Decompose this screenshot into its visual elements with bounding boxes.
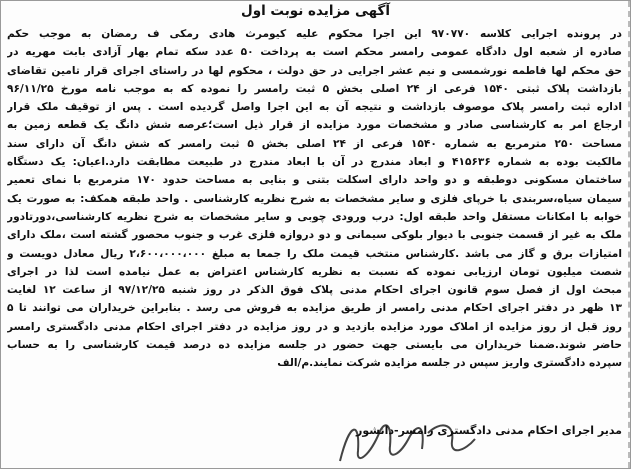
notice-title: آگهی مزایده نوبت اول bbox=[241, 3, 390, 19]
notice-line: در پرونده اجرایی کلاسه ۹۷۰۷۷۰ این اجرا محکوم علیه کیومرث هادی رمکی ف رمضان به موجب حکم bbox=[7, 28, 622, 40]
notice-line: امتیازات برق و گاز می باشد .کارشناس منتخب قیمت ملک را جمعا به مبلغ ۲،۶۰۰،۰۰۰،۰۰۰ ریال معادل دویست و bbox=[7, 247, 622, 260]
notice-line: اداره ثبت رامسر پلاک موصوف بازداشت و نتیجه آن به این اجرا واصل گردیده است . پس از توقیف ملک قرار bbox=[7, 101, 622, 114]
notice-line: ۱۳ ظهر در دفتر اجرای احکام مدنی رامسر از طریق مزایده به فروش می رسد . بنابراین خریداران می توانند تا ۵ bbox=[7, 302, 622, 315]
notice-line: مبحث اول از فصل سوم قانون اجرای احکام مدنی پلاک فوق الذکر در روز شنبه ۹۷/۱۲/۲۵ از ساعت ۱۲ لغایت bbox=[7, 284, 622, 297]
notice-line: صادره از شعبه اول دادگاه عمومی رامسر محکم است به پرداخت ۵۰ عدد سکه تمام بهار آزادی بابت مهریه در bbox=[7, 46, 622, 59]
notice-signatory: مدیر اجرای احکام مدنی دادگستری رامسر-دانشور bbox=[356, 424, 622, 437]
notice-line: حق محکم لها فاطمه نورشمسی و نیم عشر اجرایی در حق دولت ، محکوم لها در راستای اجرای قرار تامین تقاضای bbox=[7, 64, 622, 77]
notice-line: سیمان سیاه،سربندی با خرپای فلزی و سایر مشخصات به شرح نظریه کارشناسی . واحد طبقه همکف: به صورت یک bbox=[7, 192, 622, 205]
notice-line: ساختمان مسکونی دوطبقه و دو واحد دارای اسکلت بتنی و بنایی به مساحت حدود ۱۷۰ مترمربع با نمای تعمیر bbox=[7, 174, 622, 187]
notice-line: روز قبل از روز مزایده از املاک مورد مزایده بازدید و در روز مزایده در دفتر اجرای احکام مدنی دادگستری رامسر bbox=[7, 320, 622, 333]
notice-body bbox=[7, 25, 622, 373]
notice-line: حاضر شوند.ضمنا خریداران می بایستی جهت حضور در جلسه مزایده ده درصد قیمت کارشناسی را به حساب bbox=[7, 339, 622, 352]
page-edge-decoration bbox=[625, 1, 630, 468]
notice-line: شصت میلیون تومان ارزیابی نموده که نسبت به نظریه کارشناس اعتراض به عمل نیامده است لذا در اجرای bbox=[7, 265, 622, 278]
handwritten-signature bbox=[330, 411, 480, 469]
notice-line: خوابه با امکانات مستقل واحد طبقه اول: درب ورودی چوبی و سایر مشخصات به شرح نظریه کارشناسی،دورتادور bbox=[7, 210, 622, 223]
notice-line: سپرده دادگستری واریز سپس در جلسه مزایده شرکت نمایند.م/الف bbox=[277, 357, 622, 370]
notice-line: مالکیت بوده به شماره ۴۱۵۶۳۶ و ابعاد مندرج در آن با ابعاد مندرج در طبیعت مطابقت دارد.اعیان: یک دستگاه bbox=[7, 156, 622, 169]
notice-line: ارجاع امر به کارشناسی صادر و مشخصات مورد مزایده از قرار ذیل است؛عرصه شش دانگ یک قطعه زمین به bbox=[7, 119, 622, 132]
notice-line: بازداشت پلاک ثبتی ۱۵۴۰ فرعی از ۲۴ اصلی بخش ۵ ثبت رامسر را نموده که به موجب نامه مورخ ۹۶/۱۱/۲۵ bbox=[7, 82, 622, 95]
notice-line: مساحت ۲۵۰ مترمربع به شماره ۱۵۴۰ فرعی از ۲۴ اصلی بخش ۵ ثبت رامسر که شش دانگ آن دارای سند bbox=[7, 137, 622, 150]
notice-line: ملک به غیر از قسمت جنوبی با دیوار بلوکی سیمانی و دو دروازه فلزی غرب و جنوب محصور گشته است ،ملک دارای bbox=[7, 229, 622, 242]
